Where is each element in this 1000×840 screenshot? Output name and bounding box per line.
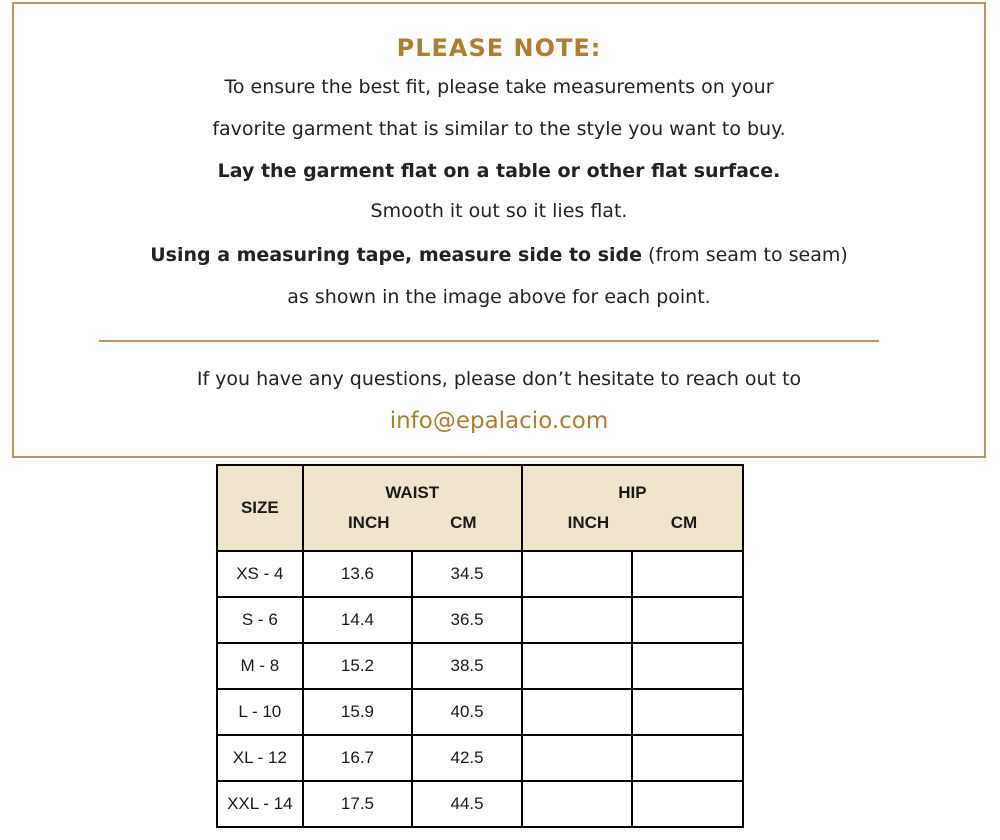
hip-cm-cell — [632, 735, 743, 781]
size-cell: M - 8 — [217, 643, 303, 689]
note-line-3: Lay the garment flat on a table or other flat surface. — [217, 160, 781, 182]
hip-cm-cell — [632, 643, 743, 689]
hip-cm-cell — [632, 551, 743, 597]
waist-inch-cell: 16.7 — [303, 735, 413, 781]
note-divider — [99, 340, 879, 342]
size-cell: L - 10 — [217, 689, 303, 735]
hip-cm-cell — [632, 597, 743, 643]
note-line-5-bold: Using a measuring tape, measure side to side — [150, 244, 643, 266]
hip-cm-label: CM — [670, 513, 698, 532]
size-cell: XL - 12 — [217, 735, 303, 781]
note-title: PLEASE NOTE: — [396, 34, 602, 62]
hip-inch-label: INCH — [567, 513, 610, 532]
waist-cm-cell: 40.5 — [412, 689, 522, 735]
please-note-box — [12, 2, 986, 458]
table-row — [217, 597, 743, 643]
waist-cm-cell: 42.5 — [412, 735, 522, 781]
size-cell: XS - 4 — [217, 551, 303, 597]
waist-cm-cell: 44.5 — [412, 781, 522, 827]
waist-inch-cell: 15.9 — [303, 689, 413, 735]
waist-cm-cell: 34.5 — [412, 551, 522, 597]
note-line-2: favorite garment that is similar to the style you want to buy. — [212, 118, 786, 140]
size-chart-table — [216, 464, 744, 828]
table-row — [217, 781, 743, 827]
waist-cm-cell: 38.5 — [412, 643, 522, 689]
table-row — [217, 551, 743, 597]
hip-inch-cell — [522, 689, 633, 735]
table-header-row — [217, 465, 743, 551]
hip-cm-cell — [632, 781, 743, 827]
note-line-5-rest: (from seam to seam) — [642, 244, 848, 266]
waist-cm-cell: 36.5 — [412, 597, 522, 643]
hip-label: HIP — [618, 483, 647, 502]
size-cell: S - 6 — [217, 597, 303, 643]
waist-inch-cell: 14.4 — [303, 597, 413, 643]
waist-column-header — [303, 465, 522, 551]
note-line-5 — [14, 244, 984, 266]
table-row — [217, 735, 743, 781]
waist-inch-cell: 17.5 — [303, 781, 413, 827]
waist-inch-label: INCH — [347, 513, 390, 532]
contact-email-link[interactable]: info@epalacio.com — [389, 408, 609, 434]
note-line-6: as shown in the image above for each point. — [287, 286, 711, 308]
note-line-1: To ensure the best fit, please take measurements on your — [224, 76, 774, 98]
hip-cm-cell — [632, 689, 743, 735]
note-line-7: If you have any questions, please don’t hesitate to reach out to — [196, 368, 802, 390]
hip-inch-cell — [522, 551, 633, 597]
hip-inch-cell — [522, 781, 633, 827]
waist-inch-cell: 13.6 — [303, 551, 413, 597]
table-row — [217, 689, 743, 735]
size-cell: XXL - 14 — [217, 781, 303, 827]
table-row — [217, 643, 743, 689]
hip-inch-cell — [522, 735, 633, 781]
waist-label: WAIST — [385, 483, 440, 502]
hip-column-header — [522, 465, 743, 551]
note-line-4: Smooth it out so it lies flat. — [370, 200, 628, 222]
size-column-header: SIZE — [217, 465, 303, 551]
hip-inch-cell — [522, 643, 633, 689]
hip-inch-cell — [522, 597, 633, 643]
waist-inch-cell: 15.2 — [303, 643, 413, 689]
waist-cm-label: CM — [450, 513, 477, 532]
